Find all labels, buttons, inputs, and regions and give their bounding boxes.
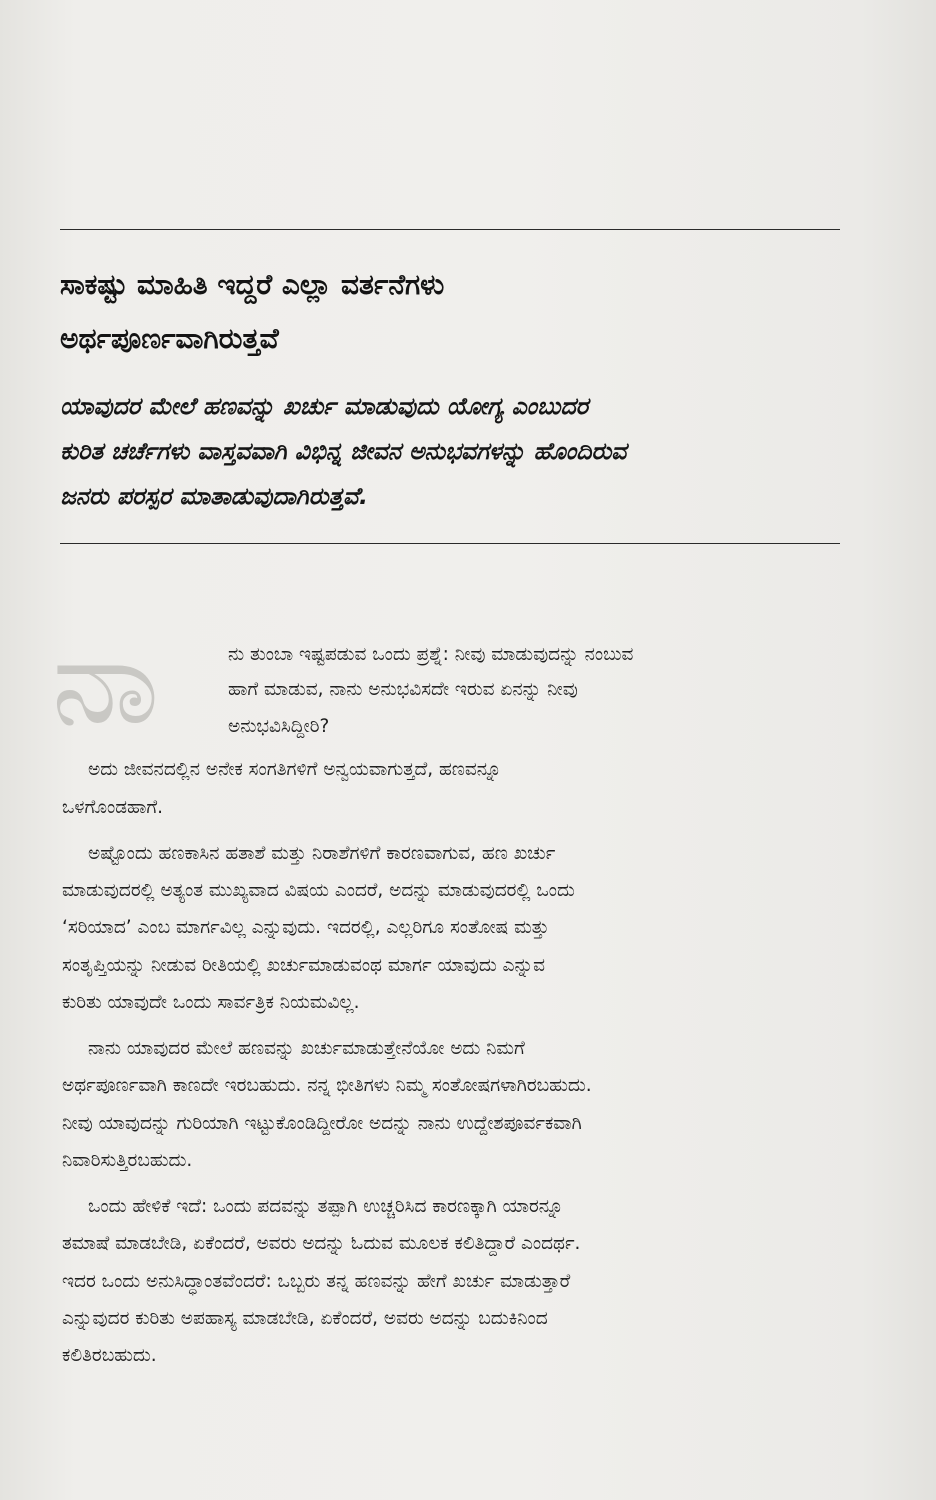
paragraph-4-line-4: ನಿವಾರಿಸುತ್ತಿರಬಹುದು. (62, 1150, 193, 1171)
paragraph-5-line-5: ಕಲಿತಿರಬಹುದು. (62, 1345, 157, 1366)
pull-quote-line-1: ಯಾವುದರ ಮೇಲೆ ಹಣವನ್ನು ಖರ್ಚು ಮಾಡುವುದು ಯೋಗ್ಯ ಎಂಬುದರ (60, 392, 589, 420)
paragraph-5-line-1: ಒಂದು ಹೇಳಿಕೆ ಇದೆ: ಒಂದು ಪದವನ್ನು ತಪ್ಪಾಗಿ ಉಚ್ಚರಿಸಿದ ಕಾರಣಕ್ಕಾಗಿ ಯಾರನ್ನೂ (88, 1196, 564, 1217)
paragraph-5-line-4: ಎನ್ನುವುದರ ಕುರಿತು ಅಪಹಾಸ್ಯ ಮಾಡಬೇಡಿ, ಏಕೆಂದರೆ, ಅವರು ಅದನ್ನು ಬದುಕಿನಿಂದ (62, 1308, 548, 1329)
paragraph-5-line-2: ತಮಾಷೆ ಮಾಡಬೇಡಿ, ಏಕೆಂದರೆ, ಅವರು ಅದನ್ನು ಓದುವ ಮೂಲಕ ಕಲಿತಿದ್ದಾರೆ ಎಂದರ್ಥ. (62, 1233, 581, 1254)
heading-line-2: ಅರ್ಥಪೂರ್ಣವಾಗಿರುತ್ತವೆ (60, 322, 279, 355)
top-rule (60, 229, 840, 230)
paragraph-4-line-3: ನೀವು ಯಾವುದನ್ನು ಗುರಿಯಾಗಿ ಇಟ್ಟುಕೊಂಡಿದ್ದೀರೋ ಅದನ್ನು ನಾನು ಉದ್ದೇಶಪೂರ್ವಕವಾಗಿ (62, 1113, 582, 1134)
paragraph-3-line-3: ‘ಸರಿಯಾದ’ ಎಂಬ ಮಾರ್ಗವಿಲ್ಲ ಎನ್ನುವುದು. ಇದರಲ್ಲಿ, ಎಲ್ಲರಿಗೂ ಸಂತೋಷ ಮತ್ತು (62, 917, 549, 938)
paragraph-2-line-1: ಅದು ಜೀವನದಲ್ಲಿನ ಅನೇಕ ಸಂಗತಿಗಳಿಗೆ ಅನ್ವಯವಾಗುತ್ತದೆ, ಹಣವನ್ನೂ (88, 759, 502, 780)
paragraph-4-line-2: ಅರ್ಥಪೂರ್ಣವಾಗಿ ಕಾಣದೇ ಇರಬಹುದು. ನನ್ನ ಭೀತಿಗಳು ನಿಮ್ಮ ಸಂತೋಷಗಳಾಗಿರಬಹುದು. (62, 1075, 592, 1096)
pull-quote (60, 384, 840, 519)
drop-cap: ನಾ (52, 612, 156, 750)
paragraph-1-line-1: ನು ತುಂಬಾ ಇಷ್ಟಪಡುವ ಒಂದು ಪ್ರಶ್ನೆ: ನೀವು ಮಾಡುವುದನ್ನು ನಂಬುವ (228, 644, 634, 665)
paragraph-3-line-2: ಮಾಡುವುದರಲ್ಲಿ ಅತ್ಯಂತ ಮುಖ್ಯವಾದ ವಿಷಯ ಎಂದರೆ, ಅದನ್ನು ಮಾಡುವುದರಲ್ಲಿ ಒಂದು (62, 880, 575, 901)
paragraph-4-line-1: ನಾನು ಯಾವುದರ ಮೇಲೆ ಹಣವನ್ನು ಖರ್ಚುಮಾಡುತ್ತೇನೆಯೋ ಅದು ನಿಮಗೆ (88, 1038, 525, 1059)
paragraph-1-line-2: ಹಾಗೆ ಮಾಡುವ, ನಾನು ಅನುಭವಿಸದೇ ಇರುವ ಏನನ್ನು ನೀವು (228, 679, 578, 700)
paragraph-1-line-3: ಅನುಭವಿಸಿದ್ದೀರಿ? (228, 716, 330, 737)
pull-quote-line-2: ಕುರಿತ ಚರ್ಚೆಗಳು ವಾಸ್ತವವಾಗಿ ವಿಭಿನ್ನ ಜೀವನ ಅನುಭವಗಳನ್ನು ಹೊಂದಿರುವ (60, 437, 627, 465)
paragraph-3-line-1: ಅಷ್ಟೊಂದು ಹಣಕಾಸಿನ ಹತಾಶೆ ಮತ್ತು ನಿರಾಶೆಗಳಿಗೆ ಕಾರಣವಾಗುವ, ಹಣ ಖರ್ಚು (88, 843, 556, 864)
heading-line-1: ಸಾಕಷ್ಟು ಮಾಹಿತಿ ಇದ್ದರೆ ಎಲ್ಲಾ ವರ್ತನೆಗಳು (60, 268, 445, 301)
bottom-rule (60, 543, 840, 544)
paragraph-5-line-3: ಇದರ ಒಂದು ಅನುಸಿದ್ಧಾಂತವೆಂದರೆ: ಒಬ್ಬರು ತನ್ನ ಹಣವನ್ನು ಹೇಗೆ ಖರ್ಚು ಮಾಡುತ್ತಾರೆ (62, 1271, 571, 1292)
paragraph-3-line-5: ಕುರಿತು ಯಾವುದೇ ಒಂದು ಸಾರ್ವತ್ರಿಕ ನಿಯಮವಿಲ್ಲ. (62, 992, 360, 1013)
pull-quote-line-3: ಜನರು ಪರಸ್ಪರ ಮಾತಾಡುವುದಾಗಿರುತ್ತವೆ. (60, 482, 368, 510)
paragraph-2-line-2: ಒಳಗೊಂಡಹಾಗೆ. (62, 797, 163, 818)
section-heading (60, 258, 820, 366)
paragraph-3-line-4: ಸಂತೃಪ್ತಿಯನ್ನು ನೀಡುವ ರೀತಿಯಲ್ಲಿ ಖರ್ಚುಮಾಡುವಂಥ ಮಾರ್ಗ ಯಾವುದು ಎನ್ನುವ (62, 955, 546, 976)
